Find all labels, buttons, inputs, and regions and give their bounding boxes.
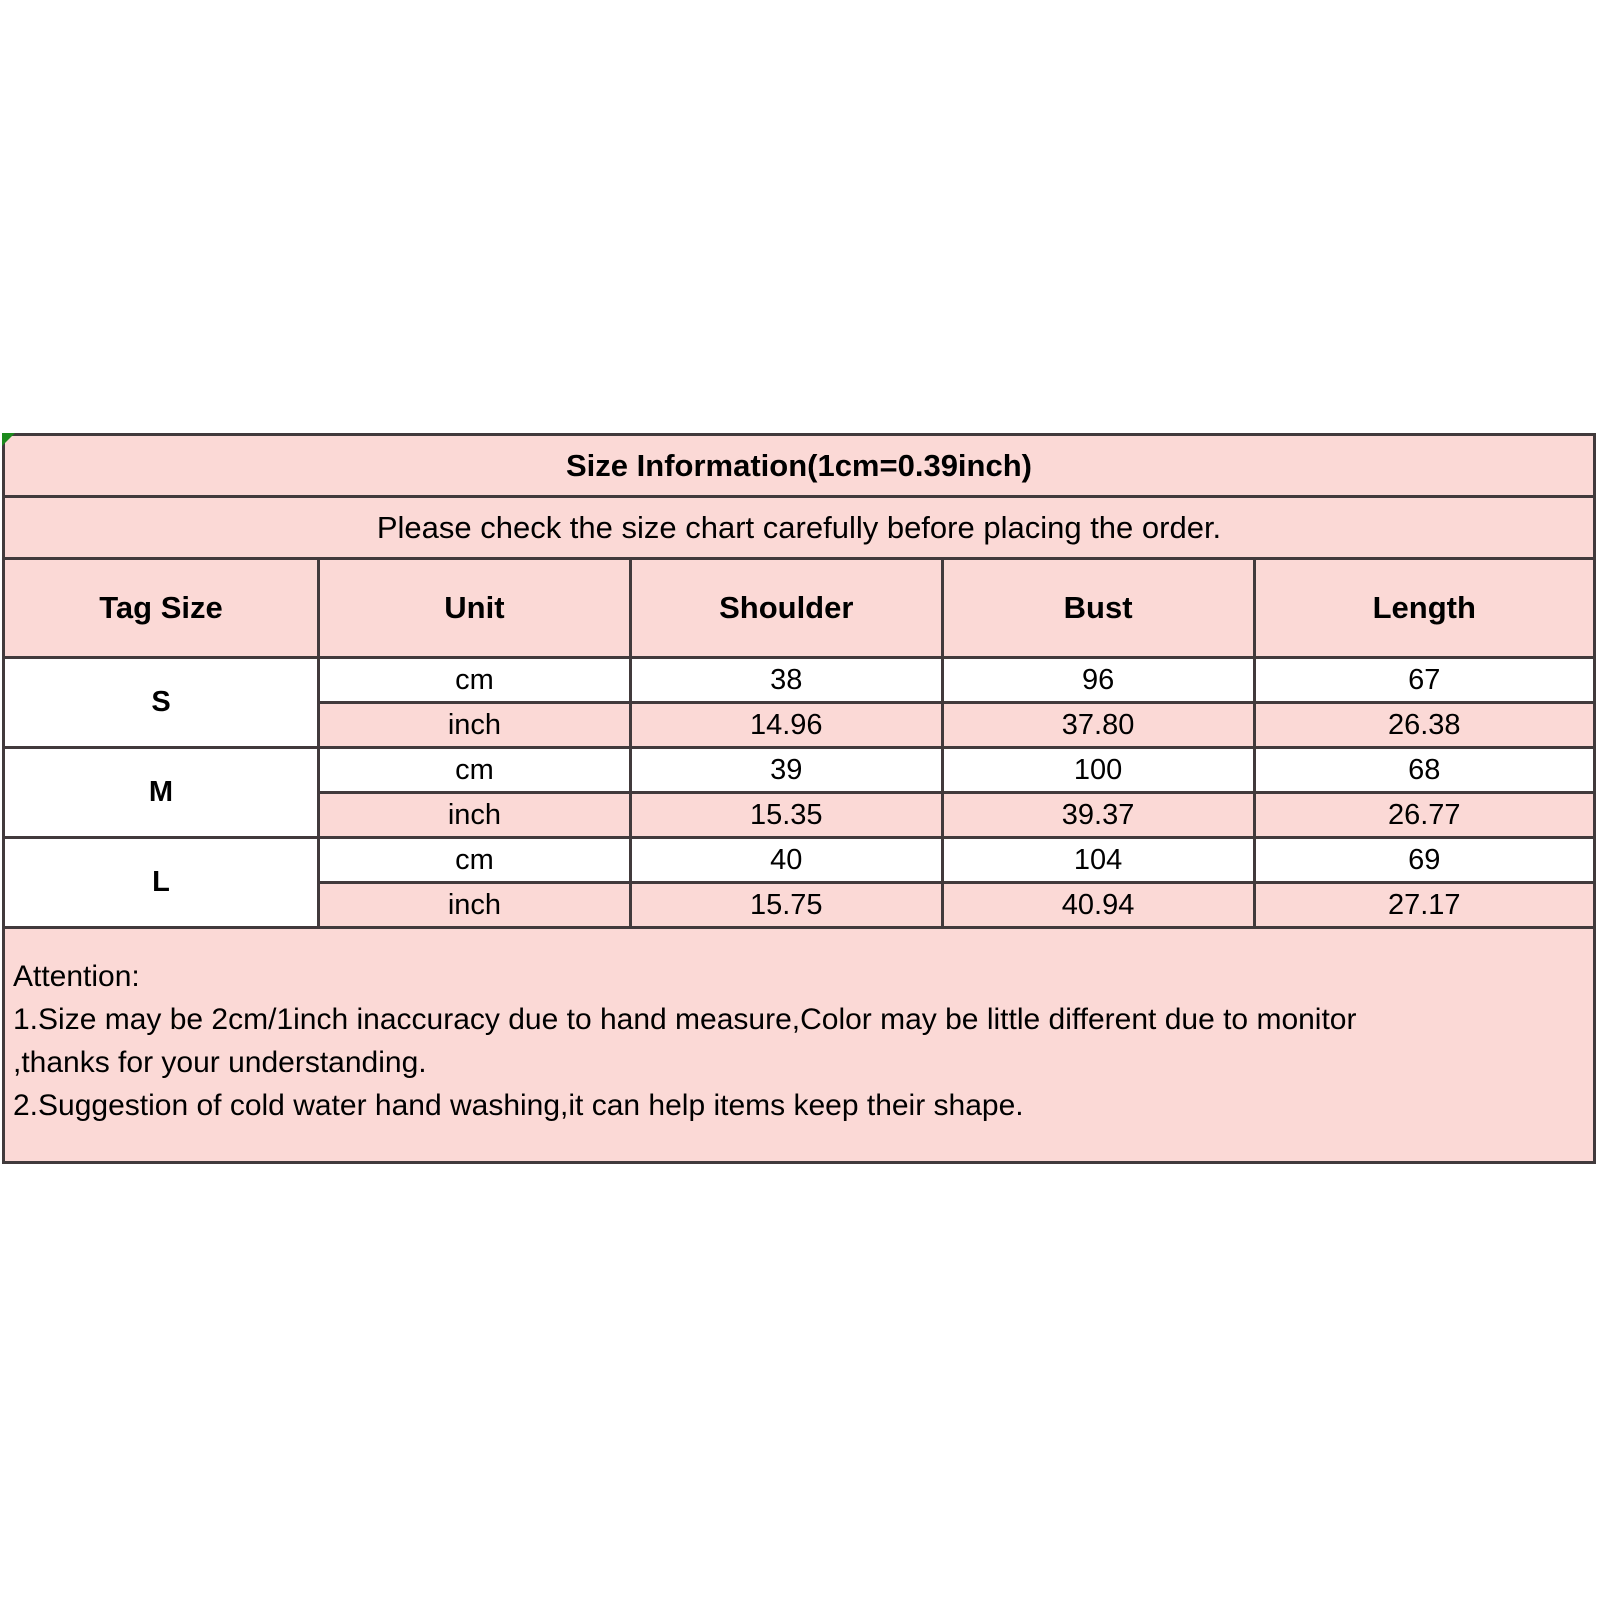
value-s-cm-bust: 96	[942, 658, 1254, 703]
value-s-inch-length: 26.38	[1254, 703, 1595, 748]
value-m-cm-length: 68	[1254, 748, 1595, 793]
value-s-cm-length: 67	[1254, 658, 1595, 703]
header-row	[4, 559, 1595, 658]
attention-line-1-cont: ,thanks for your understanding.	[13, 1046, 427, 1079]
unit-label-cm: cm	[319, 838, 631, 883]
table-row-m-cm	[4, 748, 1595, 793]
table-row-l-cm	[4, 838, 1595, 883]
value-l-cm-bust: 104	[942, 838, 1254, 883]
value-s-inch-bust: 37.80	[942, 703, 1254, 748]
value-l-inch-length: 27.17	[1254, 883, 1595, 928]
unit-label-inch: inch	[319, 703, 631, 748]
table-subtitle: Please check the size chart carefully before placing the order.	[4, 497, 1595, 559]
column-header-unit: Unit	[319, 559, 631, 658]
tag-size-l: L	[4, 838, 319, 928]
value-m-cm-shoulder: 39	[630, 748, 942, 793]
column-header-tag-size: Tag Size	[4, 559, 319, 658]
subtitle-row	[4, 497, 1595, 559]
value-l-inch-shoulder: 15.75	[630, 883, 942, 928]
column-header-shoulder: Shoulder	[630, 559, 942, 658]
unit-label-inch: inch	[319, 793, 631, 838]
tag-size-m: M	[4, 748, 319, 838]
title-row	[4, 435, 1595, 497]
attention-line-1: 1.Size may be 2cm/1inch inaccuracy due to hand measure,Color may be little different due to monitor	[13, 1003, 1357, 1036]
size-chart-table	[2, 433, 1596, 1164]
attention-heading: Attention:	[13, 960, 140, 993]
column-header-bust: Bust	[942, 559, 1254, 658]
value-m-inch-length: 26.77	[1254, 793, 1595, 838]
value-l-cm-shoulder: 40	[630, 838, 942, 883]
green-corner-mark	[2, 433, 15, 446]
unit-label-cm: cm	[319, 658, 631, 703]
attention-line-2: 2.Suggestion of cold water hand washing,it can help items keep their shape.	[13, 1089, 1024, 1122]
value-m-inch-shoulder: 15.35	[630, 793, 942, 838]
attention-note	[4, 928, 1595, 1163]
unit-label-inch: inch	[319, 883, 631, 928]
unit-label-cm: cm	[319, 748, 631, 793]
tag-size-s: S	[4, 658, 319, 748]
column-header-length: Length	[1254, 559, 1595, 658]
value-l-inch-bust: 40.94	[942, 883, 1254, 928]
table-row-s-cm	[4, 658, 1595, 703]
table-title: Size Information(1cm=0.39inch)	[4, 435, 1595, 497]
value-s-inch-shoulder: 14.96	[630, 703, 942, 748]
value-m-inch-bust: 39.37	[942, 793, 1254, 838]
value-l-cm-length: 69	[1254, 838, 1595, 883]
value-m-cm-bust: 100	[942, 748, 1254, 793]
attention-row	[4, 928, 1595, 1163]
value-s-cm-shoulder: 38	[630, 658, 942, 703]
